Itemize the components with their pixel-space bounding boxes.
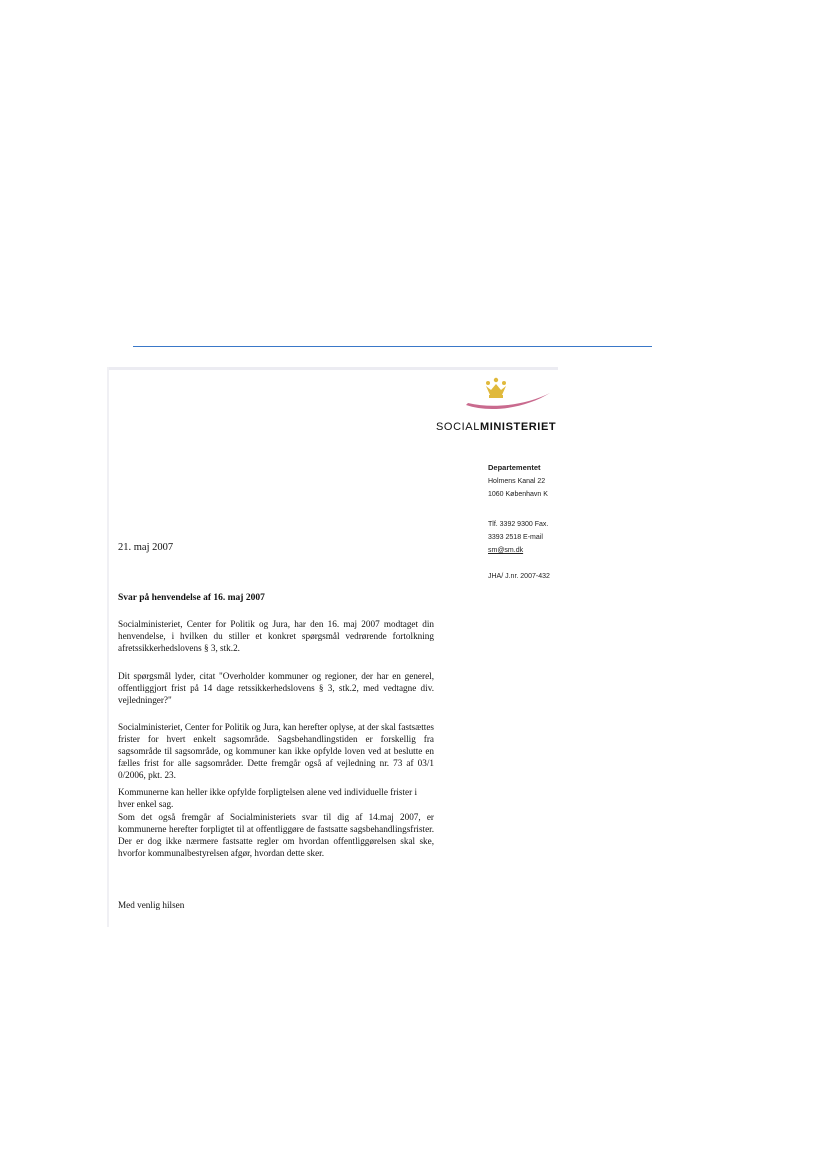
ministry-name: SOCIALMINISTERIET: [436, 421, 557, 433]
closing-greeting: Med venlig hilsen: [118, 900, 185, 910]
address-line-2: 1060 København K: [488, 491, 548, 498]
letter-date: 21. maj 2007: [118, 542, 174, 553]
crown-logo-icon: [464, 373, 552, 411]
department-name: Departementet: [488, 463, 541, 472]
contact-line-2: 3393 2518 E-mail: [488, 534, 543, 541]
paragraph-2: Dit spørgsmål lyder, citat "Overholder kommuner og regioner, der har en generel, offentliggjort frist på 14 dage retssikkerhedslovens § 3, stk.2, med vedtagne div. vejledninger?": [118, 671, 434, 705]
email-link[interactable]: sm@sm.dk: [488, 547, 524, 554]
journal-number: JHA/ J.nr. 2007-432: [488, 573, 550, 580]
paragraph-1: Socialministeriet, Center for Politik og Jura, har den 16. maj 2007 modtaget din henvendelse, i hvilken du stiller et konkret spørgsmål vedrørende fortolkning afretssikkerhedslovens § 3, stk.2.: [118, 619, 434, 653]
contact-line-1: Tlf. 3392 9300 Fax.: [488, 521, 549, 528]
letter-left-edge: [107, 367, 109, 927]
paragraph-4: Kommunerne kan heller ikke opfylde forpligtelsen alene ved individuelle frister i hver enkel sag.: [118, 787, 418, 809]
horizontal-rule: [133, 346, 652, 347]
paragraph-3: Socialministeriet, Center for Politik og Jura, kan herefter oplyse, at der skal fastsættes frister for hvert enkelt sagsområde. Sagsbehandlingstiden er forskellig fra sagsområde til sagsområde, og kommuner kan ikke opfylde loven ved at beslutte en fælles frist for alle sagsområder. Dette fremgår også af vejledning nr. 73 af 03/1 0/2006, pkt. 23.: [118, 722, 434, 780]
paragraph-5: Som det også fremgår af Socialministeriets svar til dig af 14.maj 2007, er kommunerne herefter forpligtet til at offentliggøre de fastsatte sagsbehandlingsfrister. Der er dog ikke nærmere fastsatte regler om hvordan offentliggørelsen skal ske, hvorfor kommunalbestyrelsen afgør, hvordan dette sker.: [118, 812, 434, 858]
address-line-1: Holmens Kanal 22: [488, 478, 546, 485]
letter-subject: Svar på henvendelse af 16. maj 2007: [118, 593, 265, 603]
letter-top-edge: [108, 367, 558, 370]
